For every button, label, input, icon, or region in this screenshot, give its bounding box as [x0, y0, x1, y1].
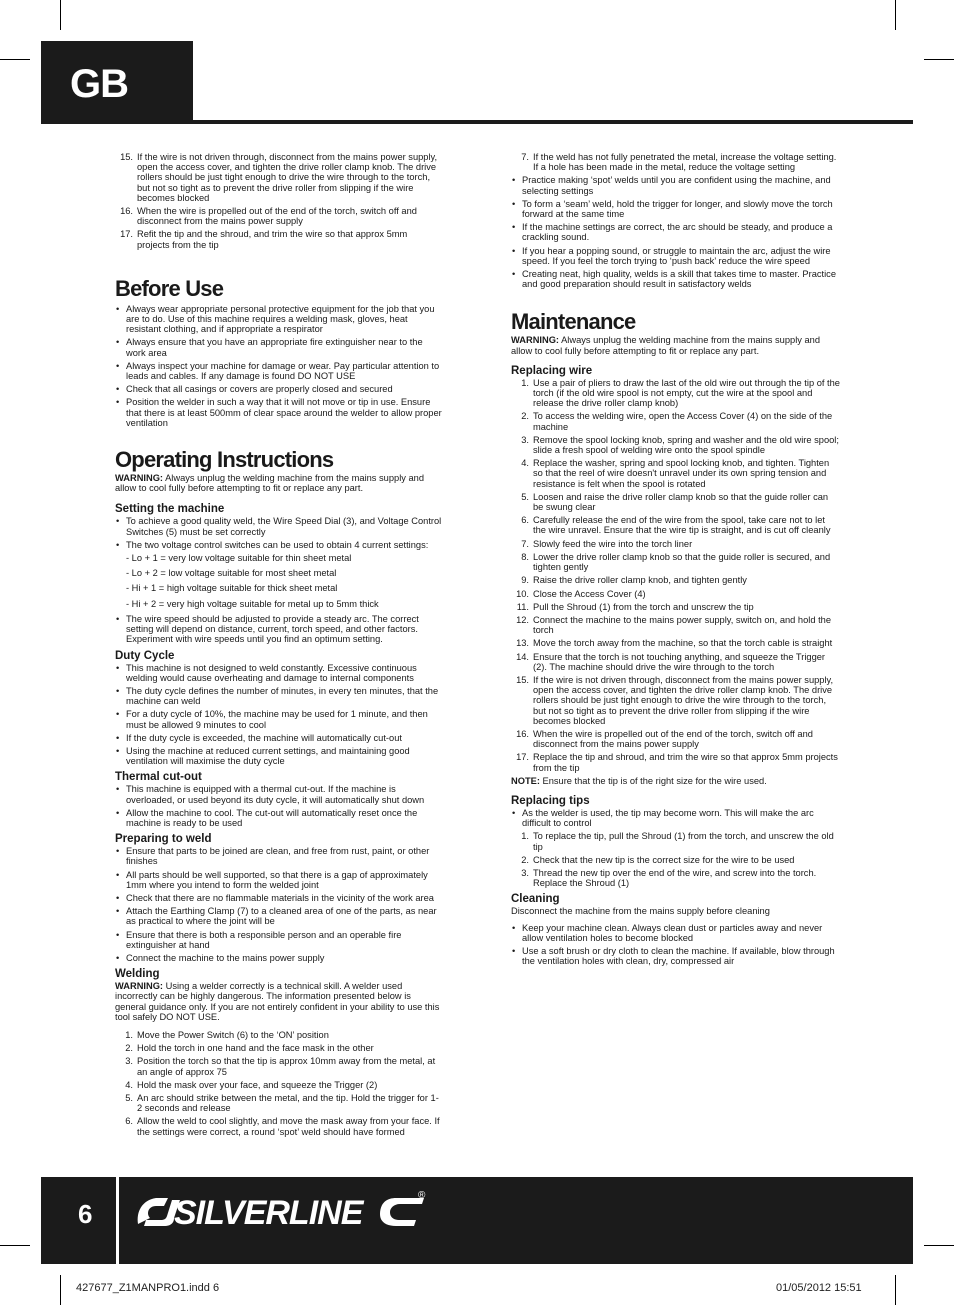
numbered-step: [511, 855, 840, 865]
step-text: Replace the washer, spring and spool locking knob, and tighten. Tighten so that the reel of wire doesn't unravel under its own spring tension and resistance is felt when the spool is rotated: [533, 458, 830, 489]
step-number: 15.: [120, 152, 133, 162]
list-item: [115, 930, 442, 950]
bullet-icon: •: [116, 869, 120, 880]
setting-machine-heading: Setting the machine: [115, 503, 225, 516]
list-item: [511, 808, 840, 828]
bullet-icon: •: [512, 175, 516, 186]
step-text: Hold the mask over your face, and squeeze the Trigger (2): [137, 1079, 378, 1090]
bullet-icon: •: [116, 846, 120, 857]
bullet-icon: •: [116, 685, 120, 696]
maintenance-note-text: Ensure that the tip is of the right size for the wire used.: [539, 775, 767, 786]
step-number: 1.: [125, 1029, 133, 1040]
operating-warning-label: WARNING:: [115, 473, 164, 484]
list-item-text: The wire speed should be adjusted to provide a steady arc. The correct setting will depend on distance, current, torch speed, and other factors. Experiment with wire speeds until you find an optimum setting.: [126, 613, 419, 645]
numbered-step: [511, 652, 840, 672]
numbered-step: [115, 1116, 442, 1136]
bullet-icon: •: [116, 732, 120, 743]
bullet-icon: •: [116, 929, 120, 940]
operating-warning: [115, 473, 442, 493]
list-item: [115, 614, 442, 645]
numbered-step: [511, 552, 840, 572]
bullet-icon: •: [116, 906, 120, 917]
list-item: [511, 222, 840, 242]
list-item: [115, 953, 442, 963]
step-text: If the wire is not driven through, disconnect from the mains power supply, open the access cover, and tighten the drive roller clamp knob. The drive rollers should be just tight enough to drive the wire through to the torch, but not so tight as to prevent the drive roller from slipping if the wire becomes blocked: [137, 152, 438, 203]
step-number: 1.: [521, 377, 529, 388]
left-column: [115, 152, 442, 1140]
crop-mark: [60, 0, 61, 30]
list-item-text: Creating neat, high quality, welds is a skill that takes time to master. Practice and good preparation should result in satisfactory welds: [522, 269, 836, 290]
bullet-icon: •: [512, 222, 516, 233]
duty-cycle-heading: Duty Cycle: [115, 649, 175, 662]
list-item-text: To achieve a good quality weld, the Wire Speed Dial (3), and Voltage Control Switches (5) must be set correctly: [126, 516, 442, 537]
step-text: When the wire is propelled out of the end of the torch, switch off and disconnect from the mains power supply: [533, 728, 813, 750]
step-text: Hold the torch in one hand and the face mask in the other: [137, 1043, 374, 1054]
step-text: Lower the drive roller clamp knob so that the guide roller is secured, and tighten gently: [533, 551, 831, 573]
footer-divider: [116, 1177, 119, 1264]
list-item-text: Position the welder in such a way that it will not move or tip in use. Ensure that there is at least 500mm of clear space around the welder to allow proper ventilation: [126, 397, 442, 428]
list-item: [115, 361, 442, 381]
step-number: 3.: [521, 434, 529, 445]
bullet-icon: •: [512, 922, 516, 933]
maintenance-warning-label: WARNING:: [511, 335, 560, 346]
numbered-step: [511, 411, 840, 431]
numbered-step: [511, 492, 840, 512]
list-item: [115, 397, 442, 428]
list-item: [115, 808, 442, 828]
setting-list-continued: [115, 614, 442, 645]
step-number: 2.: [521, 411, 529, 422]
list-item: [511, 175, 840, 195]
step-text: To replace the tip, pull the Shroud (1) from the torch, and unscrew the old tip: [533, 831, 834, 852]
numbered-step: [511, 152, 840, 172]
step-number: 3.: [521, 867, 529, 878]
step-number: 9.: [521, 575, 529, 586]
list-item-text: Ensure that there is both a responsible person and an operable fire extinguisher at hand: [126, 929, 402, 950]
step-text: Allow the weld to cool slightly, and move the mask away from your face. If the settings were correct, a round ‘spot’ weld should have formed: [137, 1116, 440, 1137]
replacing-tips-intro-list: [511, 808, 840, 828]
crop-mark: [895, 1275, 896, 1305]
replacing-wire-heading: Replacing wire: [511, 364, 593, 377]
step-number: 5.: [521, 491, 529, 502]
list-item-text: If you hear a popping sound, or struggle to maintain the arc, adjust the wire speed. If you feel the torch trying to ‘push back’ reduce the wire speed: [522, 245, 831, 266]
crop-mark: [924, 1245, 954, 1246]
welding-step-continued: [511, 152, 840, 172]
list-item: [115, 686, 442, 706]
voltage-setting-item: - Lo + 2 = low voltage suitable for most sheet metal: [126, 568, 337, 579]
maintenance-warning-text: Always unplug the welding machine from the mains supply and allow to cool fully before attempting to fit or replace any part.: [511, 335, 821, 356]
bullet-icon: •: [116, 662, 120, 673]
bullet-icon: •: [116, 709, 120, 720]
replacing-wire-list: [511, 378, 840, 773]
bullet-icon: •: [512, 245, 516, 256]
list-item-text: Always wear appropriate personal protective equipment for the job that you are to do. Use of this machine requires a welding mask, gloves, heat resistant clothing, and if appropriate a respirator: [126, 303, 435, 335]
step-text: Raise the drive roller clamp knob, and tighten gently: [533, 575, 747, 586]
list-item: [115, 663, 442, 683]
list-item: [115, 709, 442, 729]
list-item: [511, 199, 840, 219]
bullet-icon: •: [116, 807, 120, 818]
numbered-step: [115, 1030, 442, 1040]
list-item: [115, 746, 442, 766]
list-item-text: If the duty cycle is exceeded, the machine will automatically cut-out: [126, 732, 402, 743]
maintenance-note-label: NOTE:: [511, 775, 540, 786]
step-text: Pull the Shroud (1) from the torch and unscrew the tip: [533, 601, 754, 612]
step-text: Move the torch away from the machine, so that the torch cable is straight: [533, 638, 833, 649]
bullet-icon: •: [116, 384, 120, 395]
step-text: When the wire is propelled out of the end of the torch, switch off and disconnect from the mains power supply: [137, 206, 417, 227]
step-number: 6.: [125, 1116, 133, 1127]
list-item-text: Allow the machine to cool. The cut-out will automatically reset once the machine is ready to be used: [126, 807, 418, 828]
bullet-icon: •: [116, 360, 120, 371]
numbered-step: [511, 729, 840, 749]
step-number: 13.: [516, 638, 529, 649]
step-number: 12.: [516, 614, 529, 625]
header-lang-label: GB: [70, 62, 128, 106]
step-number: 4.: [521, 458, 529, 469]
step-text: Replace the tip and shroud, and trim the wire so that approx 5mm projects from the tip: [533, 752, 838, 773]
maintenance-warning: [511, 335, 840, 355]
numbered-step: [511, 378, 840, 409]
cleaning-list: [511, 923, 840, 967]
before-use-list: [115, 304, 442, 428]
list-item-text: The duty cycle defines the number of minutes, in every ten minutes, that the machine can weld: [126, 685, 439, 707]
list-item: [115, 384, 442, 394]
step-number: 17.: [516, 752, 529, 763]
tips-intro-text: As the welder is used, the tip may become worn. This will make the arc difficult to control: [522, 807, 814, 829]
step-number: 11.: [516, 601, 529, 612]
list-item: [511, 246, 840, 266]
step-number: 16.: [516, 728, 529, 739]
list-item: [115, 870, 442, 890]
step-number: 15.: [516, 674, 529, 685]
numbered-step: [511, 539, 840, 549]
step-number: 8.: [521, 551, 529, 562]
crop-mark: [60, 1275, 61, 1305]
replacing-tips-list: [511, 831, 840, 888]
step-text: If the wire is not driven through, disconnect from the mains power supply, open the access cover, and tighten the drive roller clamp knob. The drive rollers should be just tight enough to drive the wire through to the torch, but not so tight as to prevent the drive roller from slipping if the wire becomes blocked: [533, 674, 834, 726]
step-text: An arc should strike between the metal, and the tip. Hold the trigger for 1-2 seconds and release: [137, 1093, 439, 1114]
step-number: 6.: [521, 515, 529, 526]
step-text: Thread the new tip over the end of the wire, and screw into the torch. Replace the Shroud (1): [533, 867, 817, 889]
step-text: Loosen and raise the drive roller clamp knob so that the guide roller can be swung clear: [533, 491, 829, 513]
registered-mark: ®: [418, 1190, 426, 1201]
thermal-list: [115, 784, 442, 828]
numbered-step: [511, 615, 840, 635]
step-text: Remove the spool locking knob, spring and washer and the old wire spool; slide a fresh spool of welding wire onto the spool spindle: [533, 434, 839, 456]
numbered-step: [511, 589, 840, 599]
slug-file: 427677_Z1MANPRO1.indd 6: [76, 1282, 220, 1294]
step-text: Slowly feed the wire into the torch liner: [533, 538, 693, 549]
bullet-icon: •: [116, 397, 120, 408]
step-text: If the weld has not fully penetrated the metal, increase the voltage setting. If a hole has been made in the metal, reduce the voltage setting: [533, 152, 837, 173]
step-number: 2.: [521, 854, 529, 865]
welding-tips-list: [511, 175, 840, 289]
bullet-icon: •: [116, 892, 120, 903]
list-item: [115, 337, 442, 357]
numbered-step: [115, 1080, 442, 1090]
step-text: Position the torch so that the tip is approx 10mm away from the metal, at an angle of approx 75: [137, 1056, 436, 1077]
list-item-text: Using the machine at reduced current settings, and maintaining good ventilation will maximise the duty cycle: [126, 745, 410, 767]
numbered-step: [511, 575, 840, 585]
preparing-heading: Preparing to weld: [115, 833, 212, 846]
list-item: [115, 540, 442, 550]
crop-mark: [895, 0, 896, 30]
bullet-icon: •: [116, 303, 120, 314]
numbered-step: [115, 1056, 442, 1076]
cleaning-heading: Cleaning: [511, 893, 560, 906]
step-text: Ensure that the torch is not touching anything, and squeeze the Trigger (2). The machine should drive the wire through to the torch: [533, 651, 826, 672]
bullet-icon: •: [116, 784, 120, 795]
list-item: [115, 846, 442, 866]
step-number: 16.: [120, 206, 133, 217]
replacing-tips-heading: Replacing tips: [511, 794, 590, 807]
step-number: 3.: [125, 1056, 133, 1067]
maintenance-heading: Maintenance: [511, 309, 636, 335]
step-text: To access the welding wire, open the Access Cover (4) on the side of the machine: [533, 411, 833, 432]
numbered-step: [511, 831, 840, 851]
step-number: 4.: [125, 1079, 133, 1090]
bullet-icon: •: [116, 952, 120, 963]
numbered-step: [115, 152, 442, 203]
numbered-step: [511, 638, 840, 648]
list-item: [115, 304, 442, 335]
step-number: 2.: [125, 1043, 133, 1054]
setting-list: [115, 516, 442, 550]
step-number: 14.: [516, 651, 529, 662]
list-item-text: Check that all casings or covers are properly closed and secured: [126, 384, 393, 395]
step-text: Move the Power Switch (6) to the ‘ON’ position: [137, 1029, 329, 1040]
bullet-icon: •: [512, 807, 516, 818]
numbered-step: [115, 1093, 442, 1113]
welding-steps-list: [115, 1030, 442, 1137]
bullet-icon: •: [512, 269, 516, 280]
list-item-text: If the machine settings are correct, the arc should be steady, and produce a crackling sound.: [522, 222, 833, 243]
welding-warning: [115, 981, 442, 1022]
numbered-step: [511, 752, 840, 772]
numbered-step: [115, 229, 442, 249]
step-text: Check that the new tip is the correct size for the wire to be used: [533, 854, 795, 865]
cleaning-intro: Disconnect the machine from the mains supply before cleaning: [511, 906, 770, 917]
step-text: Carefully release the end of the wire from the spool, take care not to let the wire unravel. Ensure that the wire tip is straight, and is cut off cleanly: [533, 515, 831, 536]
list-item: [511, 923, 840, 943]
step-text: Connect the machine to the mains power supply, switch on, and hold the torch: [533, 614, 832, 636]
list-item-text: The two voltage control switches can be used to obtain 4 current settings:: [126, 539, 429, 550]
step-number: 7.: [521, 538, 529, 549]
bullet-icon: •: [116, 613, 120, 624]
list-item-text: Attach the Earthing Clamp (7) to a cleaned area of one of the parts, as near as practical to where the joint will be: [126, 906, 437, 927]
bullet-icon: •: [512, 945, 516, 956]
welding-warning-label: WARNING:: [115, 981, 164, 992]
list-item-text: To form a ‘seam’ weld, hold the trigger for longer, and slowly move the torch forward at the same time: [522, 198, 833, 220]
operating-heading: Operating Instructions: [115, 447, 334, 473]
header-rule: [193, 120, 913, 124]
voltage-setting-item: - Hi + 2 = very high voltage suitable for metal up to 5mm thick: [126, 598, 379, 609]
page-number: 6: [78, 1199, 93, 1229]
crop-mark: [924, 59, 954, 60]
numbered-step: [115, 1043, 442, 1053]
list-item-text: Check that there are no flammable materials in the vicinity of the work area: [126, 892, 434, 903]
list-item: [115, 516, 442, 536]
list-item: [115, 784, 442, 804]
bullet-icon: •: [116, 516, 120, 527]
list-item-text: All parts should be well supported, so that there is a gap of approximately 1mm where you intend to form the welded joint: [126, 869, 428, 890]
step-text: Use a pair of pliers to draw the last of the old wire out through the tip of the torch (if the old wire spool is not empty, cut the wire at the spool and release the drive roller clamp knob): [533, 377, 840, 409]
step-number: 1.: [521, 831, 529, 842]
list-item: [115, 733, 442, 743]
maintenance-note: [511, 776, 840, 786]
bullet-icon: •: [512, 198, 516, 209]
slug-date: 01/05/2012 15:51: [776, 1282, 862, 1294]
step-number: 7.: [521, 152, 529, 162]
duty-cycle-list: [115, 663, 442, 767]
voltage-setting-item: - Lo + 1 = very low voltage suitable for thin sheet metal: [126, 553, 352, 564]
bullet-icon: •: [116, 337, 120, 348]
numbered-step: [511, 868, 840, 888]
voltage-settings-list: [115, 553, 442, 609]
silverline-logo: [134, 1186, 434, 1234]
step-number: 10.: [516, 588, 529, 599]
list-item-text: Always inspect your machine for damage or wear. Pay particular attention to leads and cables. If any damage is found DO NOT USE: [126, 360, 440, 382]
voltage-setting-item: - Hi + 1 = high voltage suitable for thick sheet metal: [126, 583, 338, 594]
list-item-text: Ensure that parts to be joined are clean, and free from rust, paint, or other finishes: [126, 846, 430, 867]
list-item-text: For a duty cycle of 10%, the machine may be used for 1 minute, and then must be allowed 9 minutes to cool: [126, 709, 428, 730]
crop-mark: [0, 1245, 30, 1246]
list-item-text: Always ensure that you have an appropriate fire extinguisher near to the work area: [126, 337, 423, 358]
list-item-text: Connect the machine to the mains power supply: [126, 952, 325, 963]
list-item-text: This machine is equipped with a thermal cut-out. If the machine is overloaded, or used beyond its duty cycle, it will automatically shut down: [126, 784, 425, 805]
brand-text: SILVERLINE: [174, 1194, 363, 1232]
list-item: [115, 893, 442, 903]
step-text: Refit the tip and the shroud, and trim the wire so that approx 5mm projects from the tip: [137, 229, 408, 250]
numbered-step: [115, 206, 442, 226]
numbered-step: [511, 435, 840, 455]
preparing-list: [115, 846, 442, 963]
bullet-icon: •: [116, 745, 120, 756]
list-item-text: Use a soft brush or dry cloth to clean the machine. If available, blow through the ventilation holes with clean, dry, compressed air: [522, 945, 835, 967]
welding-warning-text: Using a welder correctly is a technical skill. A welder used incorrectly can be highly dangerous. The information presented below is general guidance only. If you are not entirely confident in your ability to use this tool safely DO NOT USE.: [115, 981, 440, 1022]
step-text: Close the Access Cover (4): [533, 588, 646, 599]
list-item: [511, 946, 840, 966]
list-item-text: Practice making ‘spot’ welds until you are confident using the machine, and selecting settings: [522, 175, 831, 196]
numbered-step: [511, 515, 840, 535]
bullet-icon: •: [116, 539, 120, 550]
numbered-step: [511, 602, 840, 612]
step-number: 17.: [120, 229, 133, 240]
step-number: 5.: [125, 1093, 133, 1103]
numbered-step: [511, 675, 840, 726]
crop-mark: [0, 59, 30, 60]
before-use-heading: Before Use: [115, 275, 224, 301]
thermal-heading: Thermal cut-out: [115, 771, 202, 784]
list-item: [115, 906, 442, 926]
list-item-text: This machine is not designed to weld constantly. Excessive continuous welding would cause overheating and damage to internal components: [126, 662, 417, 683]
continued-steps-list: [115, 152, 442, 250]
numbered-step: [511, 458, 840, 489]
list-item: [511, 269, 840, 289]
right-column: [511, 152, 840, 969]
welding-heading: Welding: [115, 968, 160, 981]
list-item-text: Keep your machine clean. Always clean dust or particles away and never allow ventilation holes to become blocked: [522, 922, 823, 943]
operating-warning-text: Always unplug the welding machine from the mains supply and allow to cool fully before attempting to fit or replace any part.: [115, 473, 425, 494]
